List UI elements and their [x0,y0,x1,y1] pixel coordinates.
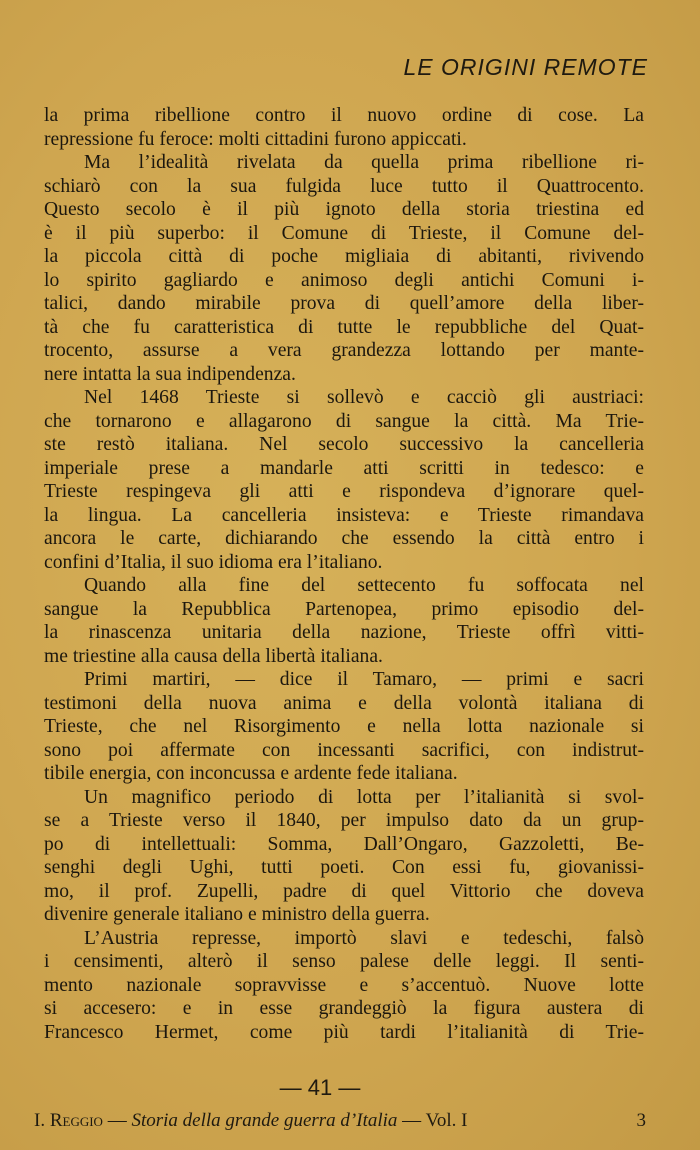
text-line: nere intatta la sua indipendenza. [44,363,296,385]
text-line: sono poi affermate con incessanti sacrifici, con indistrut- [44,739,644,761]
text-line: tibile energia, con inconcussa e ardente fede italiana. [44,763,458,784]
text-line: la piccola città di poche migliaia di abitanti, rivivendo [44,246,644,267]
text-line: confini d’Italia, il suo idioma era l’italiano. [44,551,383,573]
text-line: la rinascenza unitaria della nazione, Trieste offrì vitti- [44,622,644,643]
text-line: Ma l’idealità rivelata da quella prima ribellione ri- [84,152,644,173]
text-line: è il più superbo: il Comune di Trieste, il Comune del- [44,222,644,244]
page-number: — 41 — [279,1075,361,1100]
text-line: la prima ribellione contro il nuovo ordine di cose. La [44,105,644,126]
text-line: Questo secolo è il più ignoto della storia triestina ed [44,199,644,220]
text-line: Trieste, che nel Risorgimento e nella lotta nazionale si [44,716,644,737]
footer-volume: Vol. I [425,1110,468,1131]
text-line: trocento, assurse a vera grandezza lottando per mante- [44,340,644,361]
text-line: Trieste respingeva gli atti e rispondeva d’ignorare quel- [44,481,644,502]
text-line: repressione fu feroce: molti cittadini furono appiccati. [44,128,467,150]
text-line: Primi martiri, — dice il Tamaro, — primi e sacri [84,669,644,690]
text-line: ancora le carte, dichiarando che essendo la città entro i [44,528,644,549]
text-line: talici, dando mirabile prova di quell’amore della liber- [44,293,644,314]
body-text [44,104,644,1044]
text-line: se a Trieste verso il 1840, per impulso dato da un grup- [44,810,644,831]
footer-separator: — [397,1110,426,1131]
text-line: Nel 1468 Trieste si sollevò e cacciò gli austriaci: [84,387,644,408]
text-line: testimoni della nuova anima e della volontà italiana di [44,692,644,714]
footer [34,1110,646,1132]
text-line: po di intellettuali: Somma, Dall’Ongaro, Gazzoletti, Be- [44,833,644,855]
text-line: che tornarono e allagarono di sangue la città. Ma Trie- [44,410,644,432]
text-line: imperiale prese a mandarle atti scritti in tedesco: e [44,457,644,479]
footer-book-title: Storia della grande guerra d’Italia [131,1110,398,1131]
text-line: lo spirito gagliardo e animoso degli antichi Comuni i- [44,269,644,291]
text-line: Un magnifico periodo di lotta per l’italianità si svol- [84,786,644,808]
text-line: divenire generale italiano e ministro della guerra. [44,904,430,925]
text-line: L’Austria represse, importò slavi e tedeschi, falsò [84,927,644,949]
text-line: mo, il prof. Zupelli, padre di quel Vittorio che doveva [44,880,644,902]
footer-signature-mark: 3 [636,1110,646,1131]
text-line: i censimenti, alterò il senso palese delle leggi. Il senti- [44,951,644,972]
text-line: senghi degli Ughi, tutti poeti. Con essi fu, giovanissi- [44,857,644,878]
text-line: la lingua. La cancelleria insisteva: e Trieste rimandava [44,504,644,526]
footer-separator: — [102,1110,132,1131]
text-line: Quando alla fine del settecento fu soffocata nel [84,575,644,596]
footer-citation [34,1110,467,1132]
text-line: me triestine alla causa della libertà italiana. [44,645,383,667]
text-line: mento nazionale sopravvisse e s’accentuò. Nuove lotte [44,974,644,996]
text-line: sangue la Repubblica Partenopea, primo episodio del- [44,598,644,620]
running-title: LE ORIGINI REMOTE [403,54,648,80]
text-line: Francesco Hermet, come più tardi l’italianità di Trie- [44,1021,644,1043]
text-line: ste restò italiana. Nel secolo successivo la cancelleria [44,434,644,455]
text-line: tà che fu caratteristica di tutte le repubbliche del Quat- [44,316,644,338]
text-line: si accesero: e in esse grandeggiò la figura austera di [44,998,644,1019]
footer-author: I. Reggio [34,1110,103,1131]
text-line: schiarò con la sua fulgida luce tutto il Quattrocento. [44,175,644,197]
